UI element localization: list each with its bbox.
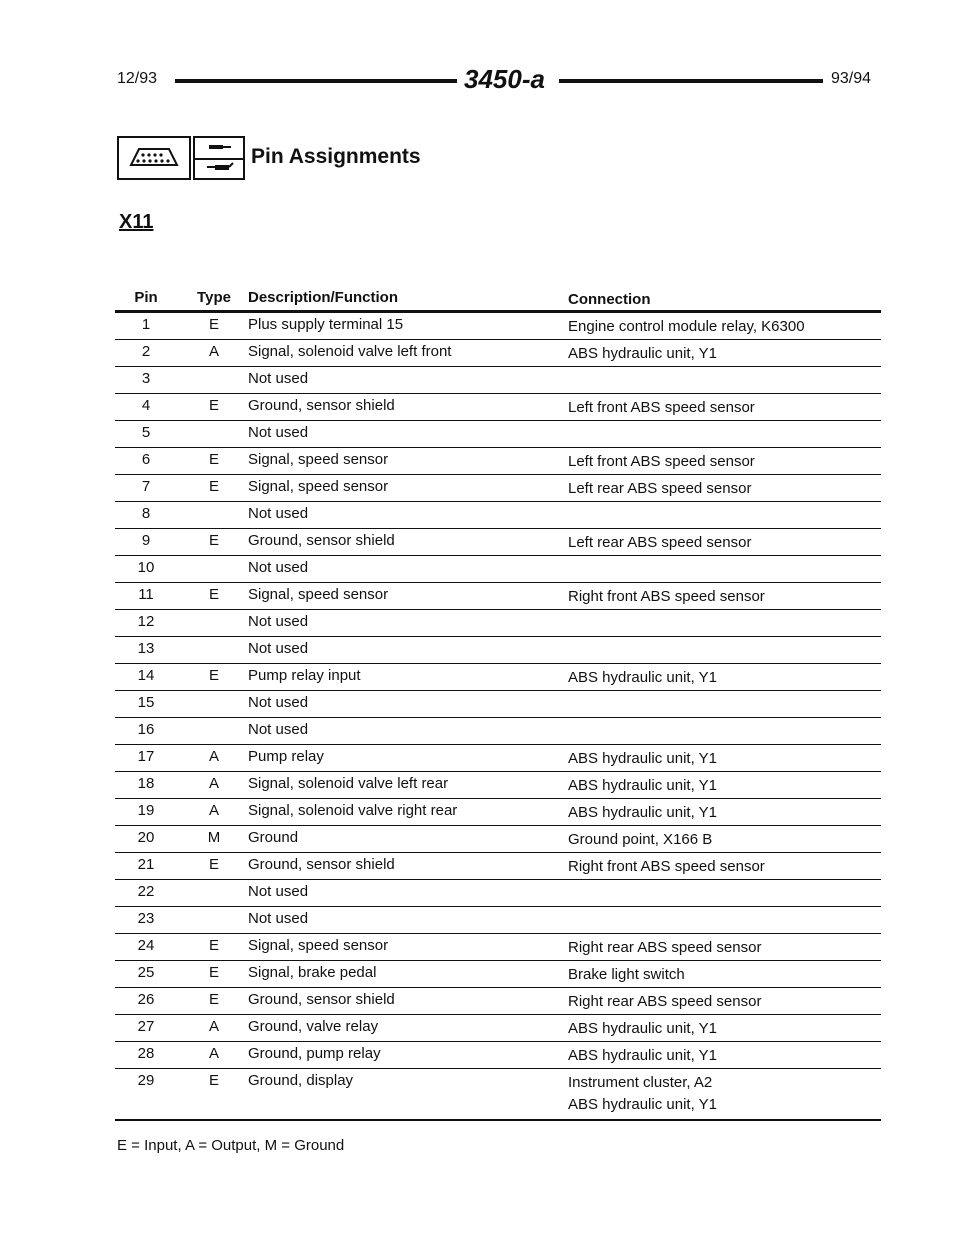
cell-connection: Right front ABS speed sensor: [568, 588, 765, 605]
cell-pin: 5: [141, 424, 151, 441]
cell-pin: 10: [137, 559, 155, 576]
table-row: [115, 880, 881, 907]
table-row: [115, 988, 881, 1015]
cell-type: E: [208, 532, 219, 549]
table-row: [115, 394, 881, 421]
cell-description: Pump relay: [248, 748, 324, 765]
connector-id: X11: [119, 211, 154, 233]
cell-type: E: [208, 397, 219, 414]
cell-type: E: [208, 451, 219, 468]
cell-type: A: [208, 802, 219, 819]
header-type: Type: [197, 289, 231, 306]
cell-description: Not used: [248, 694, 309, 711]
table-row: [115, 664, 881, 691]
cell-pin: 9: [141, 532, 151, 549]
table-row: [115, 961, 881, 988]
cell-description: Not used: [248, 505, 309, 522]
cell-type: A: [208, 1018, 219, 1035]
cell-type: E: [208, 1072, 219, 1089]
cell-description: Not used: [248, 721, 309, 738]
cell-connection: Engine control module relay, K6300: [568, 318, 805, 335]
cell-description: Signal, speed sensor: [248, 937, 389, 954]
cell-description: Signal, speed sensor: [248, 478, 389, 495]
table-row: [115, 313, 881, 340]
cell-description: Ground, valve relay: [248, 1018, 379, 1035]
cell-connection: Instrument cluster, A2: [568, 1074, 713, 1091]
cell-type: E: [208, 937, 219, 954]
cell-pin: 4: [141, 397, 151, 414]
cell-description: Not used: [248, 883, 309, 900]
table-row: [115, 745, 881, 772]
cell-type: E: [208, 586, 219, 603]
cell-connection: Left front ABS speed sensor: [568, 453, 755, 470]
cell-type: E: [208, 856, 219, 873]
cell-description: Ground, pump relay: [248, 1045, 381, 1062]
cell-pin: 27: [137, 1018, 155, 1035]
cell-pin: 25: [137, 964, 155, 981]
cell-pin: 2: [141, 343, 151, 360]
cell-connection: ABS hydraulic unit, Y1: [568, 750, 717, 767]
table-row: [115, 583, 881, 610]
cell-pin: 12: [137, 613, 155, 630]
table-row: [115, 799, 881, 826]
page-header: [117, 64, 871, 100]
cell-type: E: [208, 667, 219, 684]
cell-description: Ground, sensor shield: [248, 397, 395, 414]
cell-pin: 11: [138, 586, 154, 603]
cell-connection: ABS hydraulic unit, Y1: [568, 804, 717, 821]
connector-icon: [117, 136, 191, 180]
table-row: [115, 907, 881, 934]
cell-description: Not used: [248, 370, 309, 387]
cell-pin: 28: [137, 1045, 155, 1062]
cell-connection: Left rear ABS speed sensor: [568, 534, 752, 551]
cell-type: A: [208, 775, 219, 792]
document-code: 3450-a: [464, 64, 545, 94]
cell-pin: 18: [137, 775, 155, 792]
cell-description: Not used: [248, 559, 309, 576]
table-row: [115, 826, 881, 853]
cell-type: A: [208, 343, 219, 360]
cell-pin: 20: [137, 829, 155, 846]
cell-connection: Right rear ABS speed sensor: [568, 939, 762, 956]
cell-pin: 15: [137, 694, 155, 711]
cell-connection: ABS hydraulic unit, Y1: [568, 777, 717, 794]
header-rule-left: [175, 79, 457, 83]
cell-description: Signal, speed sensor: [248, 586, 389, 603]
table-row: [115, 556, 881, 583]
table-row: [115, 367, 881, 394]
cell-connection: Right front ABS speed sensor: [568, 858, 765, 875]
cell-pin: 3: [141, 370, 151, 387]
table-row: [115, 1015, 881, 1042]
cell-description: Signal, brake pedal: [248, 964, 377, 981]
cell-description: Signal, solenoid valve right rear: [248, 802, 458, 819]
cell-description: Ground: [248, 829, 299, 846]
cell-description: Signal, speed sensor: [248, 451, 389, 468]
pin-assignment-table: [115, 286, 881, 1121]
table-row: [115, 1042, 881, 1069]
page-title: Pin Assignments: [251, 145, 421, 168]
table-body: [115, 313, 881, 1121]
cell-description: Not used: [248, 424, 309, 441]
cell-description: Ground, sensor shield: [248, 856, 395, 873]
table-row: [115, 772, 881, 799]
header-pin: Pin: [134, 289, 158, 306]
cell-connection-secondary: ABS hydraulic unit, Y1: [568, 1096, 717, 1113]
cell-connection: ABS hydraulic unit, Y1: [568, 1047, 717, 1064]
cell-type: E: [208, 964, 219, 981]
cell-type: M: [207, 829, 221, 846]
cell-pin: 14: [137, 667, 155, 684]
cell-pin: 7: [141, 478, 151, 495]
cell-pin: 21: [137, 856, 155, 873]
table-row: [115, 934, 881, 961]
cell-description: Signal, solenoid valve left front: [248, 343, 452, 360]
cell-type: A: [208, 748, 219, 765]
cell-type: E: [208, 316, 219, 333]
cell-description: Pump relay input: [248, 667, 361, 684]
cell-connection: ABS hydraulic unit, Y1: [568, 669, 717, 686]
table-row: [115, 691, 881, 718]
table-row: [115, 718, 881, 745]
cell-description: Ground, display: [248, 1072, 354, 1089]
cell-type: A: [208, 1045, 219, 1062]
table-row: [115, 340, 881, 367]
table-row: [115, 853, 881, 880]
cell-description: Signal, solenoid valve left rear: [248, 775, 449, 792]
cell-type: E: [208, 478, 219, 495]
cell-description: Not used: [248, 640, 309, 657]
cell-pin: 22: [137, 883, 155, 900]
cell-connection: Brake light switch: [568, 966, 685, 983]
table-row: [115, 610, 881, 637]
cell-type: E: [208, 991, 219, 1008]
table-row: [115, 529, 881, 556]
cell-pin: 23: [137, 910, 155, 927]
cell-description: Not used: [248, 910, 309, 927]
header-rule-right: [559, 79, 823, 83]
cell-pin: 16: [137, 721, 155, 738]
cell-pin: 13: [137, 640, 155, 657]
header-date-right: 93/94: [830, 70, 871, 87]
cell-connection: Left front ABS speed sensor: [568, 399, 755, 416]
table-row: [115, 1069, 881, 1121]
table-row: [115, 448, 881, 475]
cell-description: Ground, sensor shield: [248, 991, 395, 1008]
table-header: [115, 286, 881, 313]
cell-connection: Right rear ABS speed sensor: [568, 993, 762, 1010]
type-legend: E = Input, A = Output, M = Ground: [117, 1137, 345, 1154]
cell-pin: 6: [141, 451, 151, 468]
cell-description: Plus supply terminal 15: [248, 316, 404, 333]
cell-pin: 17: [137, 748, 155, 765]
header-connection: Connection: [568, 291, 651, 308]
cell-connection: ABS hydraulic unit, Y1: [568, 345, 717, 362]
cell-pin: 29: [137, 1072, 155, 1089]
cell-connection: Left rear ABS speed sensor: [568, 480, 752, 497]
cell-pin: 19: [137, 802, 155, 819]
header-description: Description/Function: [248, 289, 398, 306]
cell-description: Not used: [248, 613, 309, 630]
cell-description: Ground, sensor shield: [248, 532, 395, 549]
table-row: [115, 637, 881, 664]
cell-pin: 8: [141, 505, 151, 522]
cell-pin: 24: [137, 937, 155, 954]
input-output-icon: [193, 136, 245, 180]
header-date-left: 12/93: [117, 70, 158, 87]
table-row: [115, 475, 881, 502]
table-row: [115, 421, 881, 448]
table-row: [115, 502, 881, 529]
cell-pin: 1: [141, 316, 151, 333]
cell-connection: ABS hydraulic unit, Y1: [568, 1020, 717, 1037]
cell-connection: Ground point, X166 B: [568, 831, 713, 848]
cell-pin: 26: [137, 991, 155, 1008]
